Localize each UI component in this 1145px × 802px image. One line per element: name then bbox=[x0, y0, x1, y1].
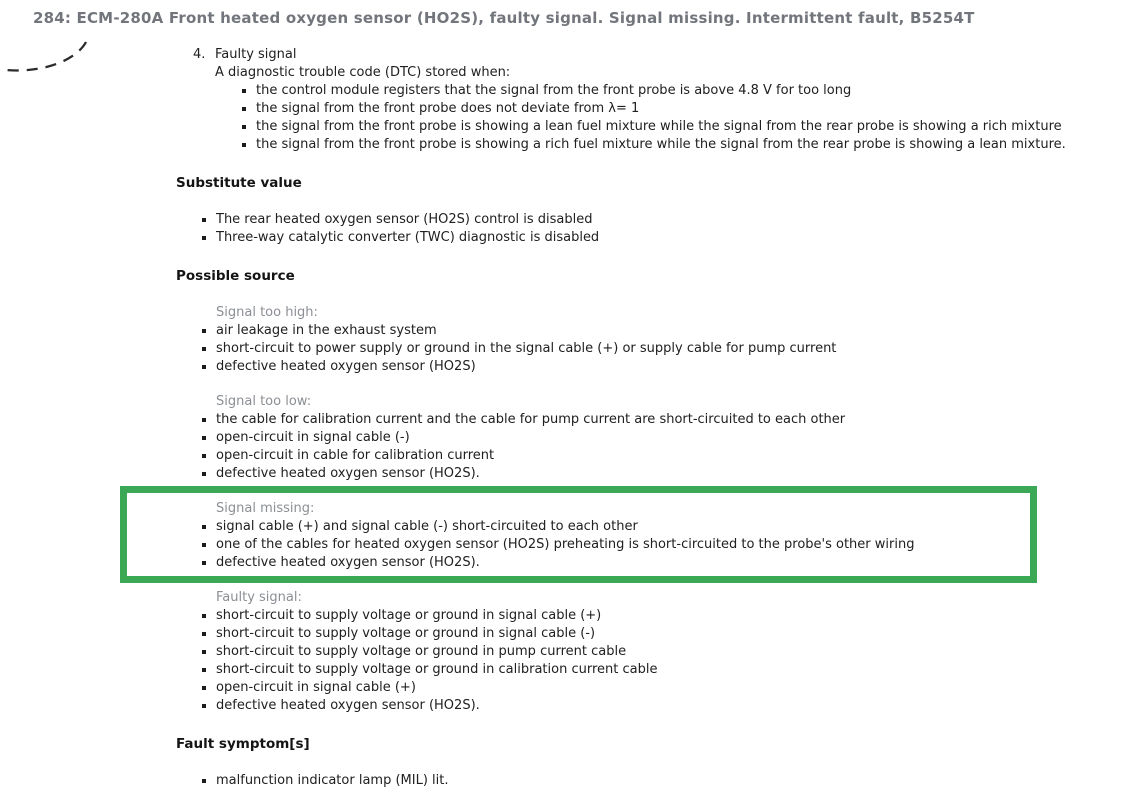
source-group-faulty-signal bbox=[176, 589, 1145, 715]
list-item-text: signal cable (+) and signal cable (-) short-circuited to each other bbox=[216, 519, 638, 534]
document-content bbox=[176, 46, 1145, 790]
dashed-arc-path bbox=[0, 42, 86, 70]
bullet-square-marker bbox=[202, 347, 206, 351]
list-item-text: short-circuit to supply voltage or ground in calibration current cable bbox=[216, 662, 658, 677]
bullet-square-marker bbox=[202, 472, 206, 476]
list-item-text: malfunction indicator lamp (MIL) lit. bbox=[216, 773, 449, 788]
bullet-square-marker bbox=[202, 418, 206, 422]
bullet-square-marker bbox=[202, 668, 206, 672]
bullet-square-marker bbox=[202, 632, 206, 636]
list-item-text: the signal from the front probe is showing a lean fuel mixture while the signal from the rear probe is showing a rich mixture bbox=[256, 119, 1062, 134]
list-item bbox=[176, 429, 1145, 447]
page-title: 284: ECM-280A Front heated oxygen sensor (HO2S), faulty signal. Signal missing. Intermittent fault, B5254T bbox=[33, 9, 975, 27]
bullet-square-marker bbox=[202, 779, 206, 783]
list-item bbox=[176, 358, 1145, 376]
bullet-square-marker bbox=[202, 650, 206, 654]
bullet-square-marker bbox=[242, 107, 246, 111]
list-item bbox=[176, 661, 1145, 679]
list-item bbox=[176, 625, 1145, 643]
list-item-text: air leakage in the exhaust system bbox=[216, 323, 437, 338]
numbered-item-faulty-signal bbox=[176, 46, 1145, 154]
list-item bbox=[176, 411, 1145, 429]
source-group-signal-missing bbox=[176, 500, 1145, 572]
list-item bbox=[176, 772, 1145, 790]
bullet-square-marker bbox=[202, 365, 206, 369]
list-item bbox=[176, 465, 1145, 483]
bullet-square-marker bbox=[202, 686, 206, 690]
list-item-text: open-circuit in signal cable (-) bbox=[216, 430, 410, 445]
list-item bbox=[242, 82, 1145, 100]
dashed-ellipse-annotation bbox=[0, 30, 110, 100]
list-item-text: short-circuit to power supply or ground in the signal cable (+) or supply cable for pump current bbox=[216, 341, 837, 356]
bullet-square-marker bbox=[202, 329, 206, 333]
bullet-square-marker bbox=[202, 436, 206, 440]
list-item-text: defective heated oxygen sensor (HO2S). bbox=[216, 555, 480, 570]
fault-symptom-heading: Fault symptom[s] bbox=[176, 736, 310, 752]
list-item bbox=[176, 554, 1145, 572]
list-item bbox=[176, 518, 1145, 536]
list-item-text: The rear heated oxygen sensor (HO2S) control is disabled bbox=[216, 212, 593, 227]
bullet-square-marker bbox=[202, 454, 206, 458]
group-label: Signal too high: bbox=[216, 305, 318, 320]
list-item bbox=[176, 536, 1145, 554]
list-item bbox=[176, 229, 1145, 247]
dtc-intro: A diagnostic trouble code (DTC) stored when: bbox=[215, 65, 511, 80]
list-item-text: Three-way catalytic converter (TWC) diagnostic is disabled bbox=[216, 230, 600, 245]
item-label: Faulty signal bbox=[215, 47, 297, 62]
bullet-square-marker bbox=[202, 543, 206, 547]
list-item-text: the control module registers that the signal from the front probe is above 4.8 V for too long bbox=[256, 83, 852, 98]
dtc-bullet-list bbox=[215, 82, 1145, 154]
list-item-text: short-circuit to supply voltage or ground in pump current cable bbox=[216, 644, 627, 659]
item-number: 4. bbox=[193, 47, 206, 62]
list-item-text: open-circuit in cable for calibration current bbox=[216, 448, 495, 463]
list-item bbox=[176, 679, 1145, 697]
item-body bbox=[215, 46, 1145, 154]
list-item-text: the signal from the front probe does not deviate from λ= 1 bbox=[256, 101, 640, 116]
list-item-text: open-circuit in signal cable (+) bbox=[216, 680, 416, 695]
list-item-text: one of the cables for heated oxygen sensor (HO2S) preheating is short-circuited to the probe's other wiring bbox=[216, 537, 915, 552]
list-item-text: the signal from the front probe is showing a rich fuel mixture while the signal from the rear probe is showing a lean mixture. bbox=[256, 137, 1066, 152]
list-item bbox=[176, 322, 1145, 340]
source-group-signal-too-high bbox=[176, 304, 1145, 376]
substitute-value-heading: Substitute value bbox=[176, 175, 302, 191]
list-item bbox=[242, 118, 1145, 136]
possible-source-heading: Possible source bbox=[176, 268, 295, 284]
bullet-square-marker bbox=[202, 704, 206, 708]
list-item-text: defective heated oxygen sensor (HO2S). bbox=[216, 466, 480, 481]
bullet-square-marker bbox=[242, 89, 246, 93]
bullet-square-marker bbox=[242, 143, 246, 147]
list-item-text: short-circuit to supply voltage or ground in signal cable (+) bbox=[216, 608, 602, 623]
list-item bbox=[176, 447, 1145, 465]
bullet-square-marker bbox=[202, 218, 206, 222]
substitute-value-list bbox=[176, 211, 1145, 247]
list-item bbox=[176, 211, 1145, 229]
list-item-text: short-circuit to supply voltage or ground in signal cable (-) bbox=[216, 626, 596, 641]
bullet-square-marker bbox=[202, 525, 206, 529]
list-item bbox=[242, 100, 1145, 118]
list-item bbox=[242, 136, 1145, 154]
source-group-signal-too-low bbox=[176, 393, 1145, 483]
list-item-text: defective heated oxygen sensor (HO2S) bbox=[216, 359, 476, 374]
list-item bbox=[176, 340, 1145, 358]
list-item-text: the cable for calibration current and the cable for pump current are short-circuited to each other bbox=[216, 412, 846, 427]
list-item bbox=[176, 643, 1145, 661]
bullet-square-marker bbox=[202, 614, 206, 618]
group-label: Signal missing: bbox=[216, 501, 315, 516]
bullet-square-marker bbox=[242, 125, 246, 129]
group-label: Signal too low: bbox=[216, 394, 312, 409]
list-item bbox=[176, 607, 1145, 625]
list-item-text: defective heated oxygen sensor (HO2S). bbox=[216, 698, 480, 713]
bullet-square-marker bbox=[202, 236, 206, 240]
fault-symptom-list bbox=[176, 772, 1145, 790]
group-label: Faulty signal: bbox=[216, 590, 302, 605]
list-item bbox=[176, 697, 1145, 715]
bullet-square-marker bbox=[202, 561, 206, 565]
